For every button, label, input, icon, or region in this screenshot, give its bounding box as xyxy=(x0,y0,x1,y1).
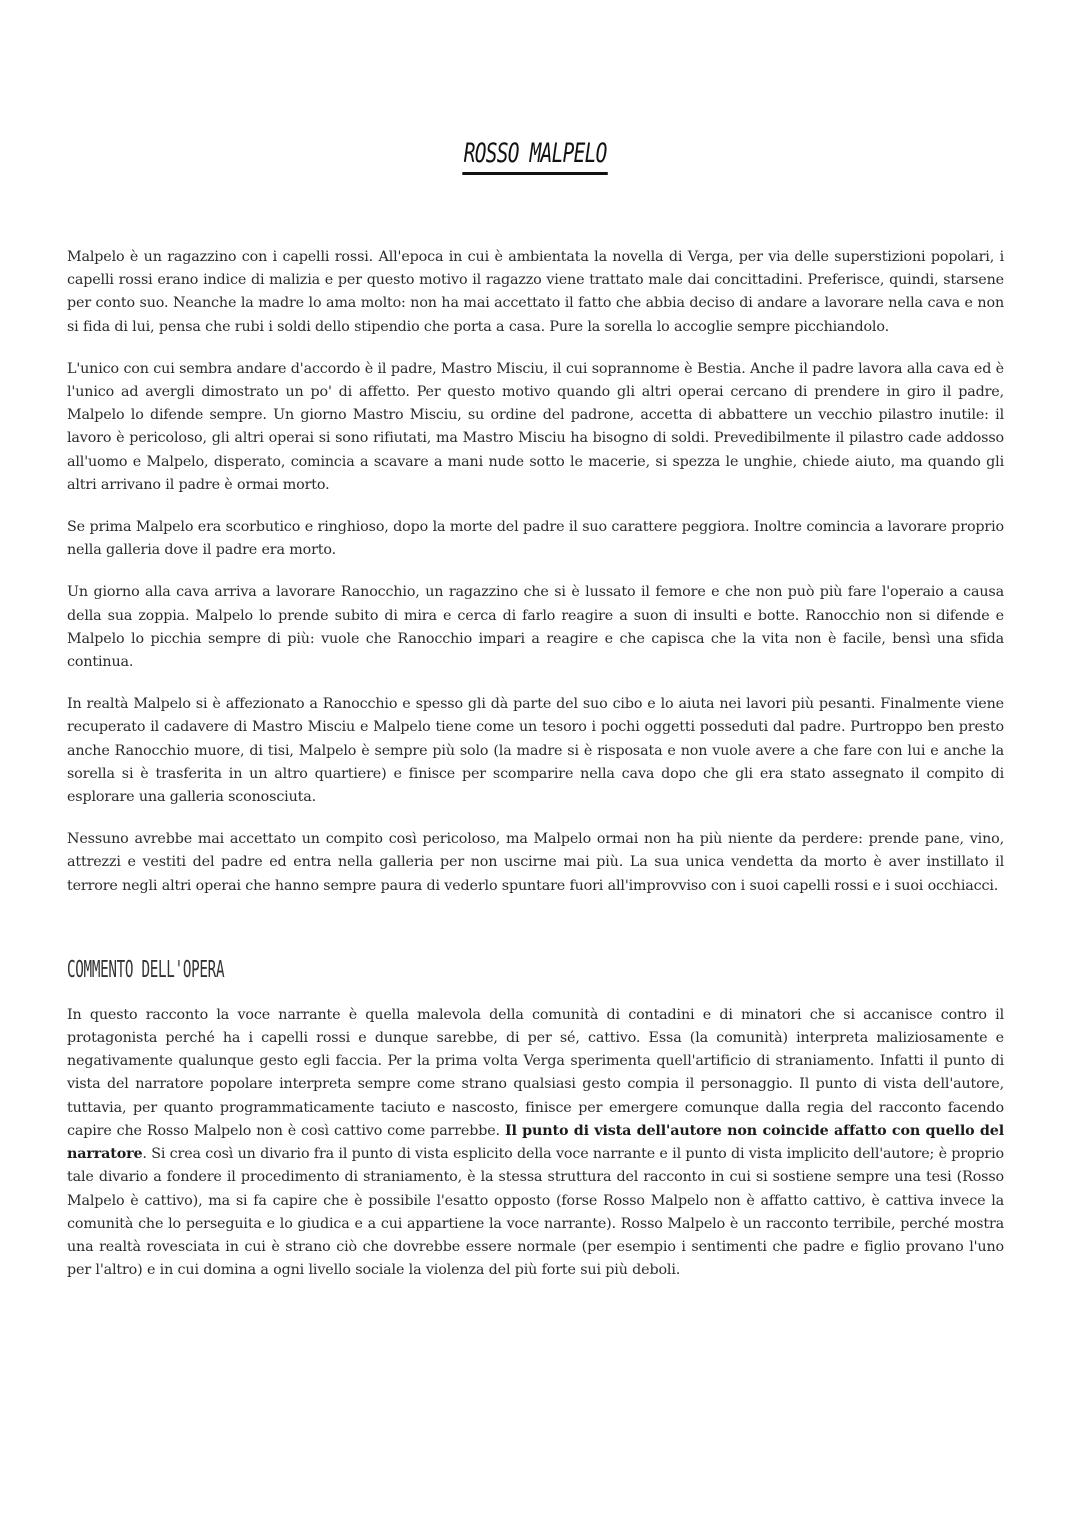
title-block xyxy=(67,137,1004,179)
commentary-text-after-bold: . Si crea così un divario fra il punto di vista esplicito della voce narrante e il punto di vista implicito dell'autore; è proprio tale divario a fondere il procedimento di straniamento, è la stessa struttura del racconto in cui si sostiene sempre una tesi (Rosso Malpelo è cattivo), ma si fa capire che è possibile l'esatto opposto (forse Rosso Malpelo non è affatto cattivo, è cattiva invece la comunità che lo perseguita e lo giudica e a cui appartiene la voce narrante). Rosso Malpelo è un racconto terribile, perché mostra una realtà rovesciata in cui è strano ciò che dovrebbe essere normale (per esempio i sentimenti che padre e figlio provano l'uno per l'altro) e in cui domina a ogni livello sociale la violenza del più forte sui più deboli. xyxy=(67,1146,1004,1279)
summary-paragraph: Nessuno avrebbe mai accettato un compito così pericoloso, ma Malpelo ormai non ha più niente da perdere: prende pane, vino, attrezzi e vestiti del padre ed entra nella galleria per non uscirne mai più. La sua unica vendetta da morto è aver instillato il terrore negli altri operai che hanno sempre paura di vederlo spuntare fuori all'improvviso con i suoi capelli rossi e i suoi occhiacci. xyxy=(67,831,1004,894)
summary-section xyxy=(67,246,1004,898)
page-title: ROSSO MALPELO xyxy=(463,137,609,175)
summary-paragraph: Malpelo è un ragazzino con i capelli rossi. All'epoca in cui è ambientata la novella di Verga, per via delle superstizioni popolari, i capelli rossi erano indice di malizia e per questo motivo il ragazzo viene trattato male dai concittadini. Preferisce, quindi, starsene per conto suo. Neanche la madre lo ama molto: non ha mai accettato il fatto che abbia deciso di andare a lavorare nella cava e non si fida di lui, pensa che rubi i soldi dello stipendio che porta a casa. Pure la sorella lo accoglie sempre picchiandolo. xyxy=(67,249,1004,335)
section-heading: COMMENTO DELL'OPERA xyxy=(67,956,225,983)
summary-paragraph: In realtà Malpelo si è affezionato a Ranocchio e spesso gli dà parte del suo cibo e lo aiuta nei lavori più pesanti. Finalmente viene recuperato il cadavere di Mastro Misciu e Malpelo tiene come un tesoro i pochi oggetti posseduti dal padre. Purtroppo ben presto anche Ranocchio muore, di tisi, Malpelo è sempre più solo (la madre si è risposata e non vuole avere a che fare con lui e anche la sorella si è trasferita in un altro quartiere) e finisce per scomparire nella cava dopo che gli era stato assegnato il compito di esplorare una galleria sconosciuta. xyxy=(67,696,1004,806)
commentary-paragraph xyxy=(67,1004,1004,1282)
summary-paragraph: Un giorno alla cava arriva a lavorare Ranocchio, un ragazzino che si è lussato il femore e che non può più fare l'operaio a causa della sua zoppia. Malpelo lo prende subito di mira e cerca di farlo reagire a suon di insulti e botte. Ranocchio non si difende e Malpelo lo picchia sempre di più: vuole che Ranocchio impari a reagire e che capisca che la vita non è facile, bensì una sfida continua. xyxy=(67,584,1004,671)
summary-paragraph: Se prima Malpelo era scorbutico e ringhioso, dopo la morte del padre il suo carattere peggiora. Inoltre comincia a lavorare proprio nella galleria dove il padre era morto. xyxy=(67,519,1004,559)
commentary-bold-text: Il punto di vista dell'autore non coincide affatto con quello del narratore xyxy=(67,1122,1004,1163)
summary-paragraph: L'unico con cui sembra andare d'accordo è il padre, Mastro Misciu, il cui soprannome è Bestia. Anche il padre lavora alla cava ed è l'unico ad avergli dimostrato un po' di affetto. Per questo motivo quando gli altri operai cercano di prendere in giro il padre, Malpelo lo difende sempre. Un giorno Mastro Misciu, su ordine del padrone, accetta di abbattere un vecchio pilastro inutile: il lavoro è pericoloso, gli altri operai si sono rifiutati, ma Mastro Misciu ha bisogno di soldi. Prevedibilmente il pilastro cade addosso all'uomo e Malpelo, disperato, comincia a scavare a mani nude sotto le macerie, si spezza le unghie, chiede aiuto, ma quando gli altri arrivano il padre è ormai morto. xyxy=(67,360,1004,493)
commentary-section xyxy=(67,1004,1004,1282)
commentary-text-before-bold: In questo racconto la voce narrante è quella malevola della comunità di contadini e di minatori che si accanisce contro il protagonista perché ha i capelli rossi e dunque sarebbe, di per sé, cattivo. Essa (la comunità) interpreta maliziosamente e negativamente qualunque gesto egli faccia. Per la prima volta Verga sperimenta quell'artificio di straniamento. Infatti il punto di vista del narratore popolare interpreta sempre come strano qualsiasi gesto compia il personaggio. Il punto di vista dell'autore, tuttavia, per quanto programmaticamente taciuto e nascosto, finisce per emergere comunque dalla regia del racconto facendo capire che Rosso Malpelo non è così cattivo come parrebbe. xyxy=(67,1006,1004,1139)
